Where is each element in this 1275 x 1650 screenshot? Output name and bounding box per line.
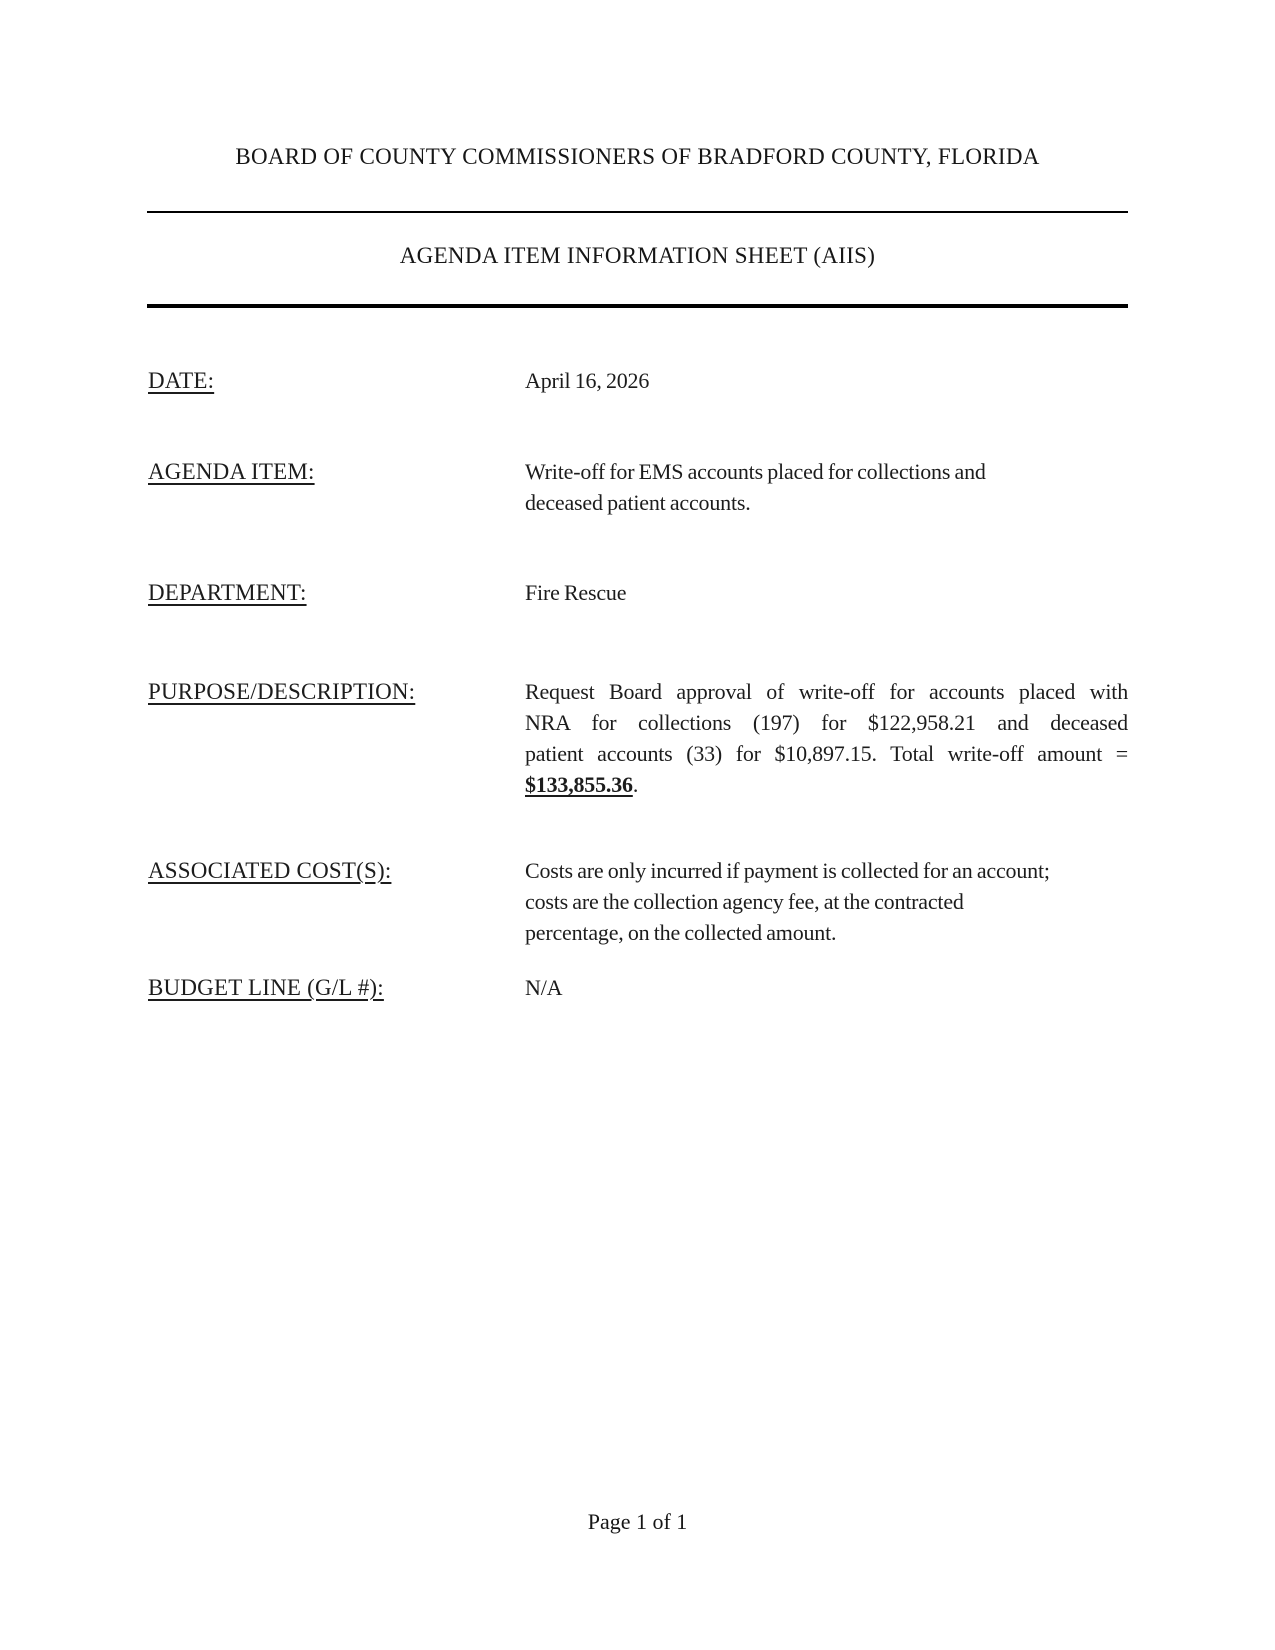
field-label-purpose-description: PURPOSE/DESCRIPTION: <box>148 679 416 704</box>
field-label-associated-costs: ASSOCIATED COST(S): <box>148 858 392 883</box>
field-label-department: DEPARTMENT: <box>148 580 307 605</box>
agenda-item-line: Write-off for EMS accounts placed for collections and <box>525 459 986 484</box>
field-value-purpose-description <box>525 676 1128 800</box>
purpose-line: patient accounts (33) for $10,897.15. Total write-off amount = <box>525 741 1128 766</box>
purpose-line: Request Board approval of write-off for accounts placed with <box>525 679 1128 704</box>
field-label-agenda-item: AGENDA ITEM: <box>148 459 315 484</box>
field-value-agenda-item <box>525 456 1128 518</box>
divider-thin <box>147 211 1128 213</box>
associated-costs-line: costs are the collection agency fee, at the contracted <box>525 889 964 914</box>
field-label-budget-line: BUDGET LINE (G/L #): <box>148 975 384 1000</box>
associated-costs-line: Costs are only incurred if payment is collected for an account; <box>525 858 1050 883</box>
associated-costs-line: percentage, on the collected amount. <box>525 920 837 945</box>
document-title: BOARD OF COUNTY COMMISSIONERS OF BRADFORD COUNTY, FLORIDA <box>235 144 1040 169</box>
divider-thick <box>147 304 1128 308</box>
field-value-associated-costs <box>525 855 1128 948</box>
agenda-item-line: deceased patient accounts. <box>525 490 751 515</box>
total-write-off-amount: $133,855.36 <box>525 772 633 797</box>
field-value-budget-line: N/A <box>525 975 563 1000</box>
page-number-indicator: Page 1 of 1 <box>587 1509 688 1534</box>
total-amount-suffix: . <box>632 772 639 797</box>
document-subtitle: AGENDA ITEM INFORMATION SHEET (AIIS) <box>399 243 876 268</box>
purpose-line: NRA for collections (197) for $122,958.21 and deceased <box>525 710 1128 735</box>
field-value-date: April 16, 2026 <box>525 368 650 393</box>
field-value-department: Fire Rescue <box>525 580 627 605</box>
purpose-total-line <box>525 769 1128 800</box>
field-label-date: DATE: <box>148 368 215 393</box>
